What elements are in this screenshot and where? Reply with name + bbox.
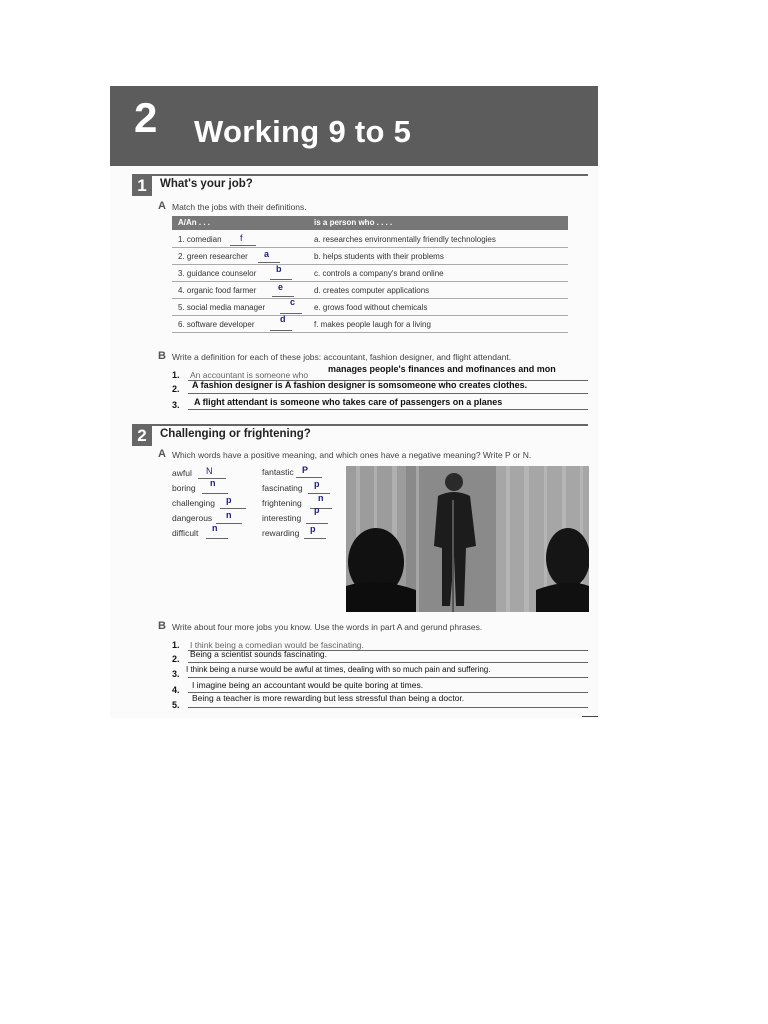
answer-line[interactable] bbox=[188, 409, 588, 410]
example-text: An accountant is someone who bbox=[190, 370, 309, 380]
instruction: Write a definition for each of these jobs: accountant, fashion designer, and flight attendant. bbox=[172, 352, 512, 362]
definition-cell: f. makes people laugh for a living bbox=[314, 320, 431, 329]
answer-text: A fashion designer is A fashion designer is somsomeone who creates clothes. bbox=[192, 380, 528, 390]
answer: b bbox=[276, 264, 282, 274]
item-number: 3. bbox=[172, 400, 180, 410]
answer: p bbox=[226, 495, 232, 505]
comedian-on-stage-image bbox=[346, 466, 589, 612]
table-header bbox=[172, 216, 568, 230]
answer: f bbox=[240, 233, 243, 243]
item-number: 1. bbox=[172, 370, 180, 380]
word: frightening bbox=[262, 498, 302, 508]
word: boring bbox=[172, 483, 196, 493]
example-text: I think being a comedian would be fascinating. bbox=[190, 640, 364, 650]
answer: p bbox=[314, 479, 320, 489]
page-corner-mark bbox=[582, 716, 598, 717]
answer-text: Being a teacher is more rewarding but less stressful than being a doctor. bbox=[192, 693, 465, 703]
answer-line[interactable] bbox=[304, 538, 326, 539]
answer: N bbox=[206, 466, 213, 476]
instruction: Write about four more jobs you know. Use the words in part A and gerund phrases. bbox=[172, 622, 483, 632]
answer-text: I think being a nurse would be awful at times, dealing with so much pain and suffering. bbox=[186, 665, 491, 674]
answer-line[interactable] bbox=[216, 523, 242, 524]
word: challenging bbox=[172, 498, 216, 508]
answer-line[interactable] bbox=[202, 493, 228, 494]
answer-text: I imagine being an accountant would be quite boring at times. bbox=[192, 680, 424, 690]
section-number: 2 bbox=[132, 426, 152, 446]
answer-line[interactable] bbox=[230, 245, 256, 246]
word: difficult bbox=[172, 528, 199, 538]
workbook-page bbox=[110, 86, 598, 718]
word: fascinating bbox=[262, 483, 303, 493]
answer: n bbox=[318, 493, 324, 503]
item-number: 3. bbox=[172, 669, 180, 679]
definition-cell: b. helps students with their problems bbox=[314, 252, 444, 261]
answer: n bbox=[210, 478, 216, 488]
unit-title: Working 9 to 5 bbox=[194, 114, 412, 149]
section-number: 1 bbox=[132, 176, 152, 196]
table-row bbox=[172, 231, 568, 248]
table-row bbox=[172, 248, 568, 265]
part-letter: A bbox=[158, 448, 166, 460]
answer-line[interactable] bbox=[296, 477, 322, 478]
answer-text: Being a scientist sounds fascinating. bbox=[190, 649, 328, 659]
section-title: What's your job? bbox=[160, 178, 253, 190]
item-number: 5. bbox=[172, 700, 180, 710]
job-cell: 5. social media manager bbox=[178, 303, 266, 312]
answer: p bbox=[314, 505, 320, 515]
answer-line[interactable] bbox=[188, 707, 588, 708]
job-cell: 2. green researcher bbox=[178, 252, 248, 261]
item-number: 2. bbox=[172, 384, 180, 394]
answer: a bbox=[264, 249, 270, 259]
word: fantastic bbox=[262, 467, 294, 477]
answer: d bbox=[280, 314, 286, 324]
definition-cell: a. researches environmentally friendly technologies bbox=[314, 235, 496, 244]
unit-banner bbox=[110, 86, 598, 166]
definition-cell: d. creates computer applications bbox=[314, 286, 430, 295]
answer-line[interactable] bbox=[206, 538, 228, 539]
answer-line[interactable] bbox=[270, 279, 292, 280]
job-cell: 6. software developer bbox=[178, 320, 255, 329]
section-2-header bbox=[132, 424, 588, 444]
part-letter: B bbox=[158, 350, 166, 362]
word: awful bbox=[172, 468, 192, 478]
definition-cell: c. controls a company's brand online bbox=[314, 269, 444, 278]
header-right: is a person who . . . . bbox=[314, 218, 393, 227]
answer-text: manages people's finances and mofinances and mon bbox=[328, 364, 556, 374]
answer: P bbox=[302, 465, 309, 475]
definition-cell: e. grows food without chemicals bbox=[314, 303, 428, 312]
answer: c bbox=[290, 297, 296, 307]
answer-line[interactable] bbox=[188, 662, 588, 663]
answer: n bbox=[212, 523, 218, 533]
part-letter: A bbox=[158, 200, 166, 212]
unit-number: 2 bbox=[134, 94, 158, 141]
instruction: Which words have a positive meaning, and which ones have a negative meaning? Write P or N. bbox=[172, 450, 532, 460]
answer-line[interactable] bbox=[258, 262, 280, 263]
table-row bbox=[172, 299, 568, 316]
answer-line[interactable] bbox=[270, 330, 292, 331]
job-cell: 3. guidance counselor bbox=[178, 269, 257, 278]
answer-line[interactable] bbox=[188, 677, 588, 678]
item-number: 2. bbox=[172, 654, 180, 664]
answer: p bbox=[310, 524, 316, 534]
answer-line[interactable] bbox=[220, 508, 246, 509]
section-title: Challenging or frightening? bbox=[160, 428, 311, 440]
header-left: A/An . . . bbox=[178, 218, 210, 227]
comedian-photo bbox=[346, 466, 589, 612]
word: rewarding bbox=[262, 528, 300, 538]
answer-line[interactable] bbox=[188, 393, 588, 394]
word: interesting bbox=[262, 513, 302, 523]
job-cell: 1. comedian bbox=[178, 235, 222, 244]
item-number: 4. bbox=[172, 685, 180, 695]
part-letter: B bbox=[158, 620, 166, 632]
item-number: 1. bbox=[172, 640, 180, 650]
answer: e bbox=[278, 282, 284, 292]
job-cell: 4. organic food farmer bbox=[178, 286, 257, 295]
answer: n bbox=[226, 510, 232, 520]
table-row bbox=[172, 265, 568, 282]
table-row bbox=[172, 282, 568, 299]
answer-text: A flight attendant is someone who takes care of passengers on a planes bbox=[194, 397, 503, 407]
table-row bbox=[172, 316, 568, 333]
word: dangerous bbox=[172, 513, 213, 523]
instruction: Match the jobs with their definitions. bbox=[172, 202, 307, 212]
section-1-header bbox=[132, 174, 588, 194]
